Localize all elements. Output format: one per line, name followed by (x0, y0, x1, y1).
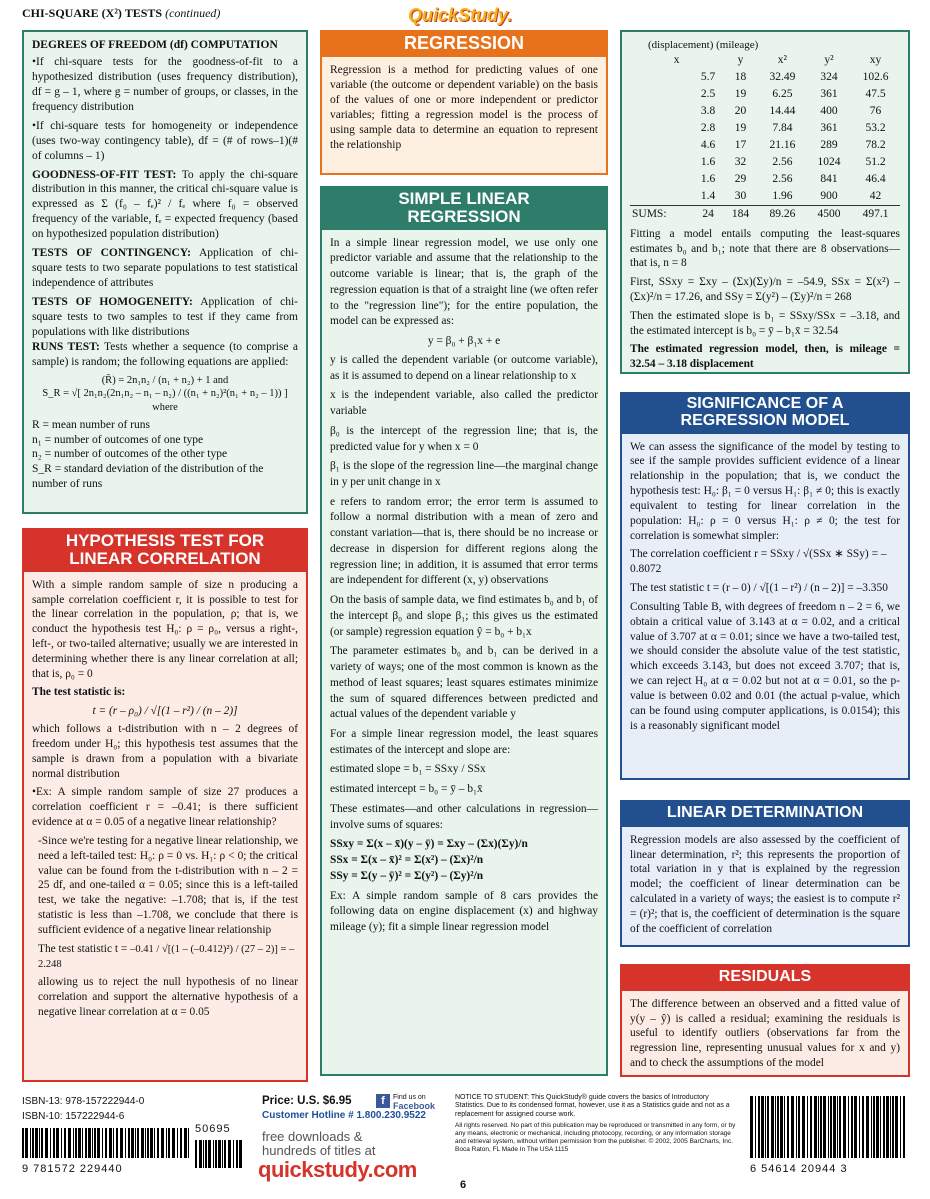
barcode-bar (102, 1128, 103, 1158)
def-n2: n₂ = number of outcomes of the other type (32, 448, 228, 461)
table-cell: 18 (734, 71, 747, 84)
barcode-bar (50, 1128, 51, 1158)
regression-box (320, 57, 608, 175)
table-cell: 53.2 (865, 122, 886, 135)
hypothesis-title-1: HYPOTHESIS TEST FOR (65, 531, 265, 550)
barcode-bar (85, 1128, 87, 1158)
barcode-bar (150, 1128, 153, 1158)
isbn-block (22, 1094, 144, 1124)
barcode-bar (154, 1128, 155, 1158)
table-body (630, 69, 900, 222)
table-cell: 20 (734, 105, 747, 118)
free-downloads (262, 1130, 375, 1157)
barcode-bar (802, 1096, 805, 1158)
notice-text: NOTICE TO STUDENT: This QuickStudy® guide covers the basics of Introductory Statistics. Due to its condensed format, however, use it as a Statistics guide and not as a replacement for assigned course work. (455, 1094, 730, 1118)
barcode-bar (876, 1096, 879, 1158)
table-cell: 46.4 (865, 172, 886, 185)
barcode-bar (97, 1128, 100, 1158)
table-spacer (630, 188, 693, 205)
barcode-bar (22, 1128, 24, 1158)
barcode-bar (78, 1128, 81, 1158)
barcode-bar (890, 1096, 891, 1158)
hotline: Customer Hotline # 1.800.230.9522 (262, 1109, 426, 1121)
table-row (630, 188, 900, 205)
df-title: DEGREES OF FREEDOM (df) COMPUTATION (32, 39, 278, 51)
barcode-bar (218, 1140, 221, 1168)
hypothesis-intro: With a simple random sample of size n producing a sample correlation coefficient r, it is possible to test for the linear correlation in the population, ρ; that is, we conduct the hypothesis test H₀: ρ = ρ₀, versus a right-, left-, or two-tailed alternative; usually we are interested in determining whether there is any linear correlation at all; that is, ρ₀ = 0 (32, 578, 298, 680)
hypothesis-header (22, 528, 308, 572)
barcode-bar (177, 1128, 178, 1158)
barcode-bar (866, 1096, 869, 1158)
def-sr: S_R = standard deviation of the distribution of the number of runs (32, 463, 264, 491)
table-cell: 78.2 (865, 138, 886, 151)
table-spacer (630, 154, 693, 171)
website-link[interactable]: quickstudy.com (258, 1157, 417, 1182)
df-bullet-1: •If chi-square tests for the goodness-of-fit to a hypothesized distribution (uses frequency distribution), df = g – 1, where g = number of groups, or classes, in the frequency distribution (32, 55, 298, 113)
barcode-bar (88, 1128, 91, 1158)
barcode-bar (195, 1140, 197, 1168)
runs-sd-formula: S_R = √[ 2n₁n₂(2n₁n₂ – n₁ – n₂) / ((n₁ + n₂)²(n₁ + n₂ – 1)) ] (42, 388, 288, 400)
table-cell: 3.8 (700, 105, 716, 118)
table-caption: (displacement) (mileage) (648, 39, 759, 51)
table-row (630, 120, 900, 137)
isbn-13: ISBN-13: 978-157222944-0 (22, 1096, 145, 1107)
table-header-cell: x (673, 54, 680, 67)
barcode-bar (828, 1096, 829, 1158)
barcode-bar (233, 1140, 234, 1168)
barcode-bar (157, 1128, 159, 1158)
table-header-cell: y (737, 54, 744, 67)
table-cell: 32 (734, 155, 747, 168)
table-row (630, 154, 900, 171)
table-cell: 841 (820, 172, 838, 185)
barcode-bar (755, 1096, 756, 1158)
slr-b1-def: β₁ is the slope of the regression line—the marginal change in y per unit change in x (330, 460, 598, 488)
table-cell: 42 (869, 189, 882, 202)
barcode-bar (880, 1096, 881, 1158)
table-text-1: Fitting a model entails computing the least-squares estimates b₀ and b₁; note that there are 8 observations—that is, n = 8 (630, 227, 900, 270)
slr-basis: On the basis of sample data, we find estimates b₀ and b₁ of the intercept β₀ and slope β₁; this gives us the estimated (or sample) regression equation ŷ = b₀ + b₁x (330, 594, 598, 638)
barcode-bar (798, 1096, 800, 1158)
homogeneity-title: TESTS OF HOMOGENEITY: (32, 296, 193, 308)
facebook-line-2: Facebook (393, 1100, 436, 1111)
table-cell: 51.2 (865, 155, 886, 168)
contingency-text: Application of chi-square tests to two separate populations to test statistical independence of attributes (32, 247, 298, 290)
barcode-bar (222, 1140, 223, 1168)
table-spacer (630, 69, 693, 86)
barcode-bar (125, 1128, 126, 1158)
barcode-bar (837, 1096, 838, 1158)
barcode-bar (205, 1140, 207, 1168)
price-code: 50695 (195, 1123, 231, 1135)
table-spacer (630, 103, 693, 120)
barcode-bar (833, 1096, 836, 1158)
barcode-bar (215, 1140, 217, 1168)
slr-box (320, 230, 608, 1076)
barcode-bar (839, 1096, 841, 1158)
significance-conclusion: Consulting Table B, with degrees of freedom n – 2 = 6, we obtain a critical value of 3.143 at α = 0.02, and a critical value of 3.707 at α = 0.01; since we have a two-tailed test, we should consider the absolute value of the test statistic, which exceeds 3.143, but does not exceed 3.707; that is, we can reject H₀ at α = 0.02 but not at α = 0.01, so the p-value is between 0.02 and 0.01 (the actual p-value, which can be found using computer applications, is 0.0154); this is a reasonably significant model (630, 600, 900, 732)
running-header: CHI-SQUARE (X²) TESTS (continued) (22, 6, 221, 20)
test-statistic-label: The test statistic is: (32, 686, 126, 699)
barcode-bar (820, 1096, 822, 1158)
barcode-bar (180, 1128, 182, 1158)
barcode-bar (854, 1096, 857, 1158)
barcode-bar (32, 1128, 34, 1158)
table-cell: 47.5 (865, 88, 886, 101)
chi-square-box (22, 30, 308, 514)
table-cell: 7.84 (772, 122, 793, 135)
barcode-bar (166, 1128, 167, 1158)
table-header-cell: x² (777, 54, 787, 67)
barcode-bar (775, 1096, 776, 1158)
barcode-bar (41, 1128, 43, 1158)
sums-cell: 89.26 (769, 207, 796, 220)
barcode-left-digits: 9 781572 229440 (22, 1163, 123, 1175)
table-row (630, 69, 900, 86)
table-header-row (630, 52, 900, 69)
barcode-bar (120, 1128, 123, 1158)
ssy-formula: SSy = Σ(y – ȳ)² = Σ(y²) – (Σy)²/n (330, 869, 484, 882)
barcode-bar (900, 1096, 901, 1158)
table-cell: 21.16 (769, 138, 796, 151)
barcode-bar (807, 1096, 808, 1158)
table-cell: 2.5 (700, 88, 716, 101)
barcode-bar (780, 1096, 783, 1158)
barcode-bar (903, 1096, 905, 1158)
table-cell: 102.6 (862, 71, 889, 84)
sums-cell: 4500 (817, 207, 841, 220)
slr-model: y = β₀ + β₁x + e (427, 335, 501, 348)
rights-text: All rights reserved. No part of this publication may be reproduced or transmitted in any form, or by any means, electronic or mechanical, including photocopy, recording, or any information storage and retrieval system, without written permission from the publisher. © 2002, 2005 BarCharts, Inc. Boca Raton, FL Made In The USA 1115 (455, 1122, 736, 1153)
hypothesis-distribution: which follows a t-distribution with n – 2 degrees of freedom under H₀; this hypothesis test assumes that the sample is drawn from a population with a bivariate normal distribution (32, 723, 298, 780)
table-cell: 361 (820, 122, 838, 135)
table-cell: 289 (820, 138, 838, 151)
slr-intro: In a simple linear regression model, we use only one predictor variable and assume that the relationship to the outcome variable is linear; that is, the graph of the regression equation is that of a straight line (we often refer to the "regression line"); for the entire population, the model can be expressed as: (330, 236, 598, 328)
table-spacer (630, 137, 693, 154)
table-cell: 30 (734, 189, 747, 202)
barcode-bar (82, 1128, 83, 1158)
barcode-bar (64, 1128, 66, 1158)
barcode-bar (188, 1128, 189, 1158)
table-header-cell: xy (869, 54, 882, 67)
example-ts-label: The test statistic t = (38, 942, 128, 955)
barcode-bar (224, 1140, 226, 1168)
slr-y-def: y is called the dependent variable (or outcome variable), as it is assumed to depend on a linear relationship to x (330, 353, 598, 382)
residuals-header: RESIDUALS (620, 964, 910, 991)
barcode-bar (771, 1096, 774, 1158)
table-cell: 1024 (817, 155, 841, 168)
def-r: R = mean number of runs (32, 418, 150, 431)
slr-header (320, 186, 608, 230)
facebook-icon[interactable]: f (376, 1094, 390, 1108)
significance-title-2: REGRESSION MODEL (680, 411, 850, 429)
table-cell: 5.7 (700, 71, 716, 84)
correlation-formula: SSxy / √(SSx ∗ SSy) = –0.8072 (630, 548, 887, 576)
barcode-bar (92, 1128, 93, 1158)
determination-box (620, 827, 910, 947)
barcode-bar (862, 1096, 864, 1158)
table-cell: 361 (820, 88, 838, 101)
barcode-bar (25, 1128, 28, 1158)
hypothesis-title-2: LINEAR CORRELATION (69, 548, 261, 568)
barcode-bar (236, 1140, 238, 1168)
slr-estimates-intro: For a simple linear regression model, the least squares estimates of the intercept and slope are: (330, 727, 598, 756)
slr-x-def: x is the independent variable, also called the predictor variable (330, 389, 598, 418)
table-cell: 2.8 (700, 122, 716, 135)
barcode-bar (777, 1096, 779, 1158)
sig-ts-label: The test statistic t = (630, 582, 720, 595)
barcode-price (195, 1140, 247, 1168)
table-cell: 17 (734, 138, 747, 151)
table-row (630, 103, 900, 120)
barcode-bar (145, 1128, 146, 1158)
price: Price: U.S. $6.95 (262, 1095, 352, 1107)
table-spacer (630, 86, 693, 103)
barcode-bar (105, 1128, 107, 1158)
barcode-bar (758, 1096, 760, 1158)
correlation-label: The correlation coefficient r = (630, 548, 768, 561)
table-cell: 14.44 (769, 105, 796, 118)
table-cell: 29 (734, 172, 747, 185)
sig-ts-formula: (r – 0) / √[(1 – r²) / (n – 2)] = –3.350 (722, 582, 888, 595)
barcode-bar (784, 1096, 785, 1158)
homogeneity-text: Application of chi-square tests to two samples to test if they came from populations with like distributions (32, 296, 298, 338)
table-cell: 76 (869, 105, 882, 118)
runs-text: Tests whether a sequence (to comprise a sample) is random; the following equations are applied: (32, 340, 298, 368)
barcode-bar (61, 1128, 62, 1158)
barcode-bar (892, 1096, 894, 1158)
barcode-bar (73, 1128, 74, 1158)
barcode-bar (823, 1096, 826, 1158)
barcode-bar (810, 1096, 812, 1158)
barcode-bar (873, 1096, 875, 1158)
data-table (630, 52, 900, 222)
free-line-1: free downloads & (262, 1129, 363, 1144)
table-cell: 2.56 (772, 155, 793, 168)
gof-text: To apply the chi-square distribution in this manner, the critical chi-square value is expressed as (32, 168, 298, 211)
barcode-bar (128, 1128, 130, 1158)
barcode-bar (30, 1128, 31, 1158)
hypothesis-box (22, 572, 308, 1082)
significance-title-1: SIGNIFICANCE OF A (686, 395, 844, 412)
barcode-bar (767, 1096, 769, 1158)
runs-mean-formula: (R̄) = 2n₁n₂ / (n₁ + n₂) + 1 (101, 374, 211, 386)
regression-text: Regression is a method for predicting values of one variable (the outcome or dependent variable) on the basis of the values of one or more independent or predictor variables; fitting a regression model is the process of using sample data to determine an equation to represent the relationship (330, 63, 598, 151)
barcode-bar (871, 1096, 872, 1158)
barcode-bar (68, 1128, 71, 1158)
ssx-formula: SSx = Σ(x – x̄)² = Σ(x²) – (Σx)²/n (330, 854, 484, 867)
barcode-bar (843, 1096, 846, 1158)
table-text-4: The estimated regression model, then, is mileage = 32.54 – 3.18 displacement (630, 343, 900, 371)
table-cell: 400 (820, 105, 838, 118)
barcode-left (22, 1128, 192, 1158)
residuals-text: The difference between an observed and a fitted value of y(y – ŷ) is called a residual; examining the residuals is useful to identify outliers (observations far from the regression line, representing unusual values for x and y) and to check the assumptions of the model (630, 997, 900, 1070)
barcode-bar (53, 1128, 55, 1158)
barcode-bar (208, 1140, 211, 1168)
determination-header: LINEAR DETERMINATION (620, 800, 910, 827)
barcode-bar (147, 1128, 149, 1158)
hypothesis-example-3: allowing us to reject the null hypothesis of no linear correlation and support the alternative hypothesis of a negative linear correlation at α = 0.05 (38, 976, 298, 1019)
facebook-link[interactable] (393, 1094, 435, 1112)
barcode-bar (35, 1128, 38, 1158)
page-number: 6 (460, 1179, 467, 1191)
table-cell: 1.96 (772, 189, 793, 202)
table-cell: 324 (820, 71, 838, 84)
determination-section (620, 800, 910, 947)
barcode-bar (851, 1096, 853, 1158)
runs-formulas (32, 374, 298, 415)
barcode-bar (203, 1140, 204, 1168)
slr-example: Ex: A simple random sample of 8 cars provides the following data on engine displacement (x) and highway mileage (y); fit a simple linear regression model (330, 889, 598, 934)
slr-least-squares: The parameter estimates b₀ and b₁ can be derived in a variety of ways; one of the most common is known as the method of least squares; least squares estimates minimize the sum of squared differences between predicted and actual values of the dependent variable y (330, 645, 598, 721)
table-cell: 4.6 (700, 138, 716, 151)
isbn-10: ISBN-10: 157222944-6 (22, 1111, 125, 1122)
significance-section (620, 392, 910, 780)
table-cell: 1.4 (700, 189, 716, 202)
gof-title: GOODNESS-OF-FIT TEST: (32, 168, 177, 181)
slr-b0-def: β₀ is the intercept of the regression line; that is, the predicted value for y when x = 0 (330, 424, 598, 453)
barcode-bar (109, 1128, 112, 1158)
barcode-bar (135, 1128, 136, 1158)
barcode-bar (131, 1128, 134, 1158)
barcode-bar (184, 1128, 187, 1158)
barcode-bar (787, 1096, 789, 1158)
gof-text-2: where f₀ = observed frequency of the variable, fₑ = expected frequency (based on hypothesized population distribution) (32, 198, 299, 241)
barcode-bar (791, 1096, 794, 1158)
regression-header: REGRESSION (320, 30, 608, 57)
barcode-bar (161, 1128, 164, 1158)
barcode-bar (830, 1096, 832, 1158)
sums-cell: 24 (702, 207, 714, 220)
runs-and: and (213, 374, 229, 386)
barcode-bar (239, 1140, 242, 1168)
barcode-bar (761, 1096, 764, 1158)
significance-intro: We can assess the significance of the model by testing to see if the sample provides sufficient evidence of a linear relationship in the population; that is, we conduct the hypothesis test: H₀: β₁ = 0 versus H₁: β₁ ≠ 0; this is exactly equivalent to testing for linear correlation in the population: H₀: ρ = 0 versus H₁: ρ ≠ 0; the test for correlation is somewhat simpler: (630, 440, 900, 542)
slr-sums-intro: These estimates—and other calculations in regression—involve sums of squares: (330, 802, 598, 831)
barcode-bar (137, 1128, 139, 1158)
slr-e-def: e refers to random error; the error term is assumed to follow a normal distribution with a mean of zero and constant variation—that is, there should be no increase or decrease in dispersion for different regions along the regression line; in addition, it is assumed that error terms are independent for different (x, y) observations (330, 495, 598, 587)
barcode-bar (886, 1096, 889, 1158)
slr-slope-formula: estimated slope = b₁ = SSxy / SSx (330, 763, 486, 776)
table-text-3: Then the estimated slope is b₁ = SSxy/SSx = –3.18, and the estimated intercept is b₀ = ȳ – b₁x̄ = 32.54 (630, 309, 900, 337)
table-cell: 19 (734, 88, 747, 101)
table-row (630, 137, 900, 154)
runs-where: where (152, 401, 178, 413)
table-text-2: First, SSxy = Σxy – (Σx)(Σy)/n = –54.9, SSx = Σ(x²) – (Σx)²/n = 17.26, and SSy = Σ(y²) – (Σy)²/n = 268 (630, 276, 900, 303)
slr-title-2: REGRESSION (407, 206, 521, 226)
table-header-cell: y² (824, 54, 834, 67)
barcode-bar (883, 1096, 885, 1158)
barcode-right (750, 1096, 910, 1158)
barcode-bar (75, 1128, 77, 1158)
sums-cell: 184 (731, 207, 750, 220)
table-cell: 6.25 (772, 88, 793, 101)
barcode-bar (116, 1128, 118, 1158)
contingency-title: TESTS OF CONTINGENCY: (32, 247, 191, 260)
table-cell: 2.56 (772, 172, 793, 185)
facebook-line-1: Find us on (393, 1094, 426, 1101)
barcode-bar (859, 1096, 860, 1158)
table-cell: 900 (820, 189, 838, 202)
determination-text: Regression models are also assessed by the coefficient of linear determination, r²; this represents the proportion of total variation in y that is explained by the regression model; the coefficient of linear determination can be calculated in a variety of ways; the easiest is to compute r² = (r)²; that is, the coefficient of determination is the square of the coefficient of correlation (630, 833, 900, 935)
barcode-bar (814, 1096, 817, 1158)
slr-intercept-formula: estimated intercept = b₀ = ȳ – b₁x̄ (330, 783, 483, 796)
significance-box (620, 434, 910, 780)
sums-label: SUMS: (632, 207, 667, 220)
barcode-bar (56, 1128, 59, 1158)
table-row (630, 86, 900, 103)
barcode-bar (141, 1128, 144, 1158)
ssxy-formula: SSxy = Σ(x – x̄)(y – ȳ) = Σxy – (Σx)(Σy)/n (330, 838, 528, 851)
barcode-bar (168, 1128, 170, 1158)
residuals-box (620, 991, 910, 1077)
barcode-bar (113, 1128, 114, 1158)
barcode-bar (39, 1128, 40, 1158)
residuals-section (620, 964, 910, 1077)
barcode-bar (45, 1128, 48, 1158)
table-cell: 1.6 (700, 172, 716, 185)
table-spacer (630, 171, 693, 188)
table-cell: 1.6 (700, 155, 716, 168)
gof-formula: Σ (f₀ – fₑ)² / fₑ (101, 198, 186, 211)
hypothesis-example-2: -Since we're testing for a negative linear relationship, we need a left-tailed test: H₀: ρ = 0 vs. H₁: ρ < 0; the critical value can be found from the t-distribution with n – 2 = 25 df, and one-tailed α = 0.05; since this is a left-tailed test, we take the negative: –1.708; that is, if the test statistic is less than –1.708, we conclude that there is sufficient evidence of a negative linear relationship (38, 834, 298, 936)
sums-cell: 497.1 (862, 207, 889, 220)
barcode-bar (796, 1096, 797, 1158)
table-row (630, 171, 900, 188)
df-bullet-2: •If chi-square tests for homogeneity or independence (uses two-way contingency table), df = (# of rows–1)(# of columns – 1) (32, 119, 298, 162)
table-cell: 19 (734, 122, 747, 135)
free-line-2: hundreds of titles at (262, 1142, 376, 1158)
example-ts-formula: –0.41 / √[(1 – (–0.412)²) / (27 – 2)] = –2.248 (38, 943, 295, 970)
barcode-bar (848, 1096, 849, 1158)
table-spacer (630, 120, 693, 137)
barcode-bar (895, 1096, 898, 1158)
notice-block (455, 1094, 740, 1157)
barcode-bar (765, 1096, 766, 1158)
barcode-bar (199, 1140, 202, 1168)
regression-section (320, 30, 608, 175)
barcode-bar (750, 1096, 753, 1158)
brand-logo: QuickStudy. (408, 5, 513, 25)
table-cell: 32.49 (769, 71, 796, 84)
slr-title-1: SIMPLE LINEAR (398, 189, 530, 208)
test-statistic-formula: t = (r – ρ₀) / √[(1 – r²) / (n – 2)] (92, 705, 238, 718)
barcode-bar (94, 1128, 96, 1158)
barcode-bar (213, 1140, 214, 1168)
table-sums-row (630, 205, 900, 222)
runs-title: RUNS TEST: (32, 340, 100, 353)
example-box (620, 30, 910, 374)
significance-header (620, 392, 910, 434)
barcode-bar (172, 1128, 175, 1158)
barcode-bar (818, 1096, 819, 1158)
def-n1: n₁ = number of outcomes of one type (32, 433, 204, 446)
hypothesis-example: •Ex: A simple random sample of size 27 produces a correlation coefficient r = –0.41; is there sufficient evidence at α = 0.05 of a negative linear relationship? (32, 786, 298, 829)
barcode-right-digits: 6 54614 20944 3 (750, 1163, 848, 1175)
slr-section (320, 186, 608, 1076)
barcode-bar (228, 1140, 231, 1168)
hypothesis-section (22, 528, 308, 1082)
